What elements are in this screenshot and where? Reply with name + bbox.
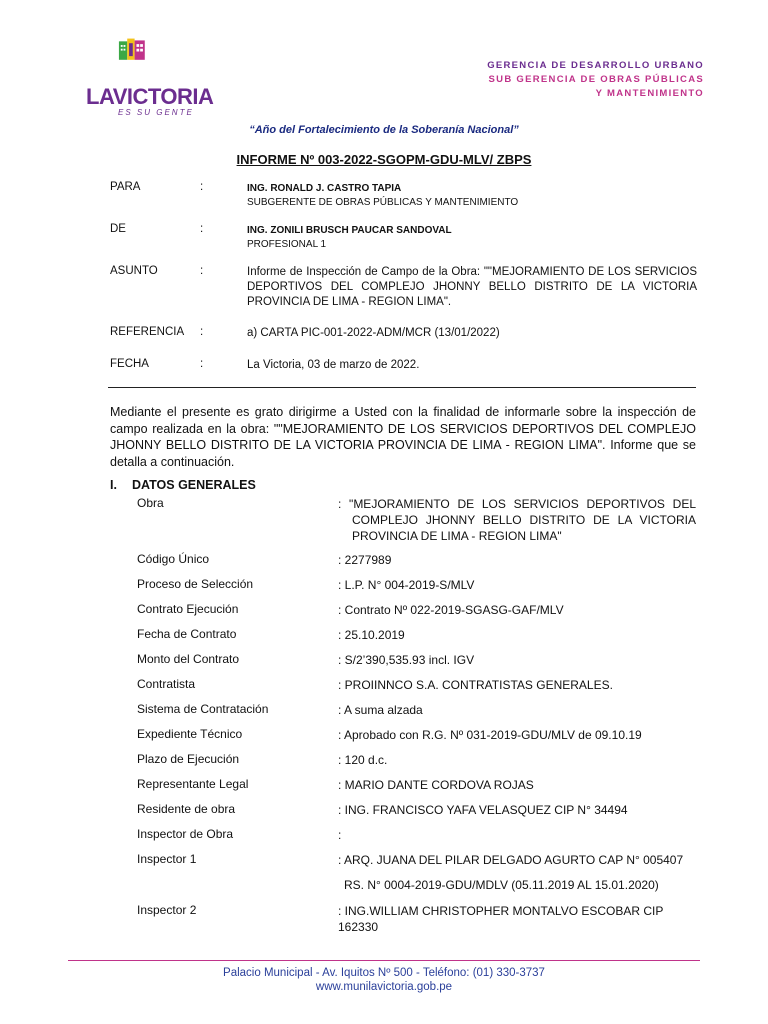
row-label: Sistema de Contratación [137, 702, 269, 716]
dept-line-3: Y MANTENIMIENTO [595, 88, 704, 99]
row-value: : Aprobado con R.G. Nº 031-2019-GDU/MLV de 09.10.19 [338, 728, 642, 742]
row-label-obra: Obra [137, 496, 164, 510]
row-label: Proceso de Selección [137, 577, 254, 591]
para-colon: : [200, 181, 204, 193]
asunto-label: ASUNTO [110, 265, 158, 277]
row-value-obra: : "MEJORAMIENTO DE LOS SERVICIOS DEPORTIVOS DEL COMPLEJO JHONNY BELLO DISTRITO DE LA VICTORIA PROVINCIA DE LIMA - REGION LIMA" [338, 497, 696, 543]
referencia-value: a) CARTA PIC-001-2022-ADM/MCR (13/01/2022) [247, 327, 500, 339]
para-role: SUBGERENTE DE OBRAS PÚBLICAS Y MANTENIMIENTO [247, 197, 519, 208]
municipal-logo [118, 30, 178, 85]
section-number: I. [110, 478, 117, 492]
row-value: : A suma alzada [338, 703, 423, 717]
row-value: : Contrato Nº 022-2019-SGASG-GAF/MLV [338, 603, 564, 617]
row-label: Inspector 2 [137, 903, 197, 917]
logo-tagline: ES SU GENTE [118, 108, 194, 117]
row-label: Monto del Contrato [137, 652, 240, 666]
row-value: : 2277989 [338, 553, 392, 567]
row-value: : ING. FRANCISCO YAFA VELASQUEZ CIP N° 34494 [338, 803, 628, 817]
referencia-label: REFERENCIA [110, 326, 185, 338]
row-label: Contrato Ejecución [137, 602, 239, 616]
row-value: : [338, 828, 342, 842]
asunto-colon: : [200, 265, 204, 277]
header-divider [108, 387, 696, 388]
de-label: DE [110, 223, 126, 235]
para-label: PARA [110, 181, 141, 193]
row-label: Representante Legal [137, 777, 249, 791]
fecha-label: FECHA [110, 358, 149, 370]
row-label: Plazo de Ejecución [137, 752, 240, 766]
section-title: DATOS GENERALES [132, 478, 256, 492]
row-value: : 25.10.2019 [338, 628, 405, 642]
row-label: Fecha de Contrato [137, 627, 237, 641]
row-value-continuation: RS. N° 0004-2019-GDU/MDLV (05.11.2019 AL 15.01.2020) [344, 878, 659, 892]
year-motto: “Año del Fortalecimiento de la Soberanía Nacional” [249, 124, 519, 136]
row-value: : 120 d.c. [338, 753, 388, 767]
fecha-colon: : [200, 358, 204, 370]
fecha-value: La Victoria, 03 de marzo de 2022. [247, 359, 420, 371]
footer-address: Palacio Municipal - Av. Iquitos Nº 500 - Teléfono: (01) 330-3737 [223, 967, 545, 979]
row-value: : ARQ. JUANA DEL PILAR DELGADO AGURTO CAP N° 005407 [338, 853, 684, 867]
row-label: Inspector 1 [137, 852, 197, 866]
para-name: ING. RONALD J. CASTRO TAPIA [247, 183, 402, 194]
row-label: Residente de obra [137, 802, 236, 816]
dept-line-1: GERENCIA DE DESARROLLO URBANO [487, 60, 704, 71]
de-name: ING. ZONILI BRUSCH PAUCAR SANDOVAL [247, 225, 452, 236]
dept-line-2: SUB GERENCIA DE OBRAS PÚBLICAS [488, 74, 704, 85]
section-heading [110, 478, 256, 492]
de-colon: : [200, 223, 204, 235]
row-value: : S/2’390,535.93 incl. IGV [338, 653, 475, 667]
row-value: : L.P. N° 004-2019-S/MLV [338, 578, 475, 592]
referencia-colon: : [200, 326, 204, 338]
de-role: PROFESIONAL 1 [247, 239, 327, 250]
row-value: : MARIO DANTE CORDOVA ROJAS [338, 778, 534, 792]
footer-website[interactable]: www.munilavictoria.gob.pe [315, 981, 453, 993]
asunto-value: Informe de Inspección de Campo de la Obra: ""MEJORAMIENTO DE LOS SERVICIOS DEPORTIVOS DEL COMPLEJO JHONNY BELLO DISTRITO DE LA VICTORIA PROVINCIA DE LIMA - REGION LIMA". [247, 266, 697, 308]
row-label: Inspector de Obra [137, 827, 234, 841]
intro-paragraph: Mediante el presente es grato dirigirme a Usted con la finalidad de informarle sobre la inspección de campo realizada en la obra: ""MEJORAMIENTO DE LOS SERVICIOS DEPORTIVOS DEL COMPLEJO JHONNY BELLO DISTRITO DE LA VICTORIA PROVINCIA DE LIMA - REGION LIMA". Informe que se detalla a continuación. [110, 405, 696, 469]
row-label: Contratista [137, 677, 196, 691]
footer-divider [68, 960, 700, 961]
row-label: Código Único [137, 552, 210, 566]
row-value: : ING.WILLIAM CHRISTOPHER MONTALVO ESCOBAR CIP 162330 [338, 904, 664, 934]
document-title: INFORME Nº 003-2022-SGOPM-GDU-MLV/ ZBPS [236, 152, 532, 167]
logo-wordmark: LAVICTORIA [86, 84, 214, 109]
row-label: Expediente Técnico [137, 727, 243, 741]
row-value: : PROIINNCO S.A. CONTRATISTAS GENERALES. [338, 678, 613, 692]
